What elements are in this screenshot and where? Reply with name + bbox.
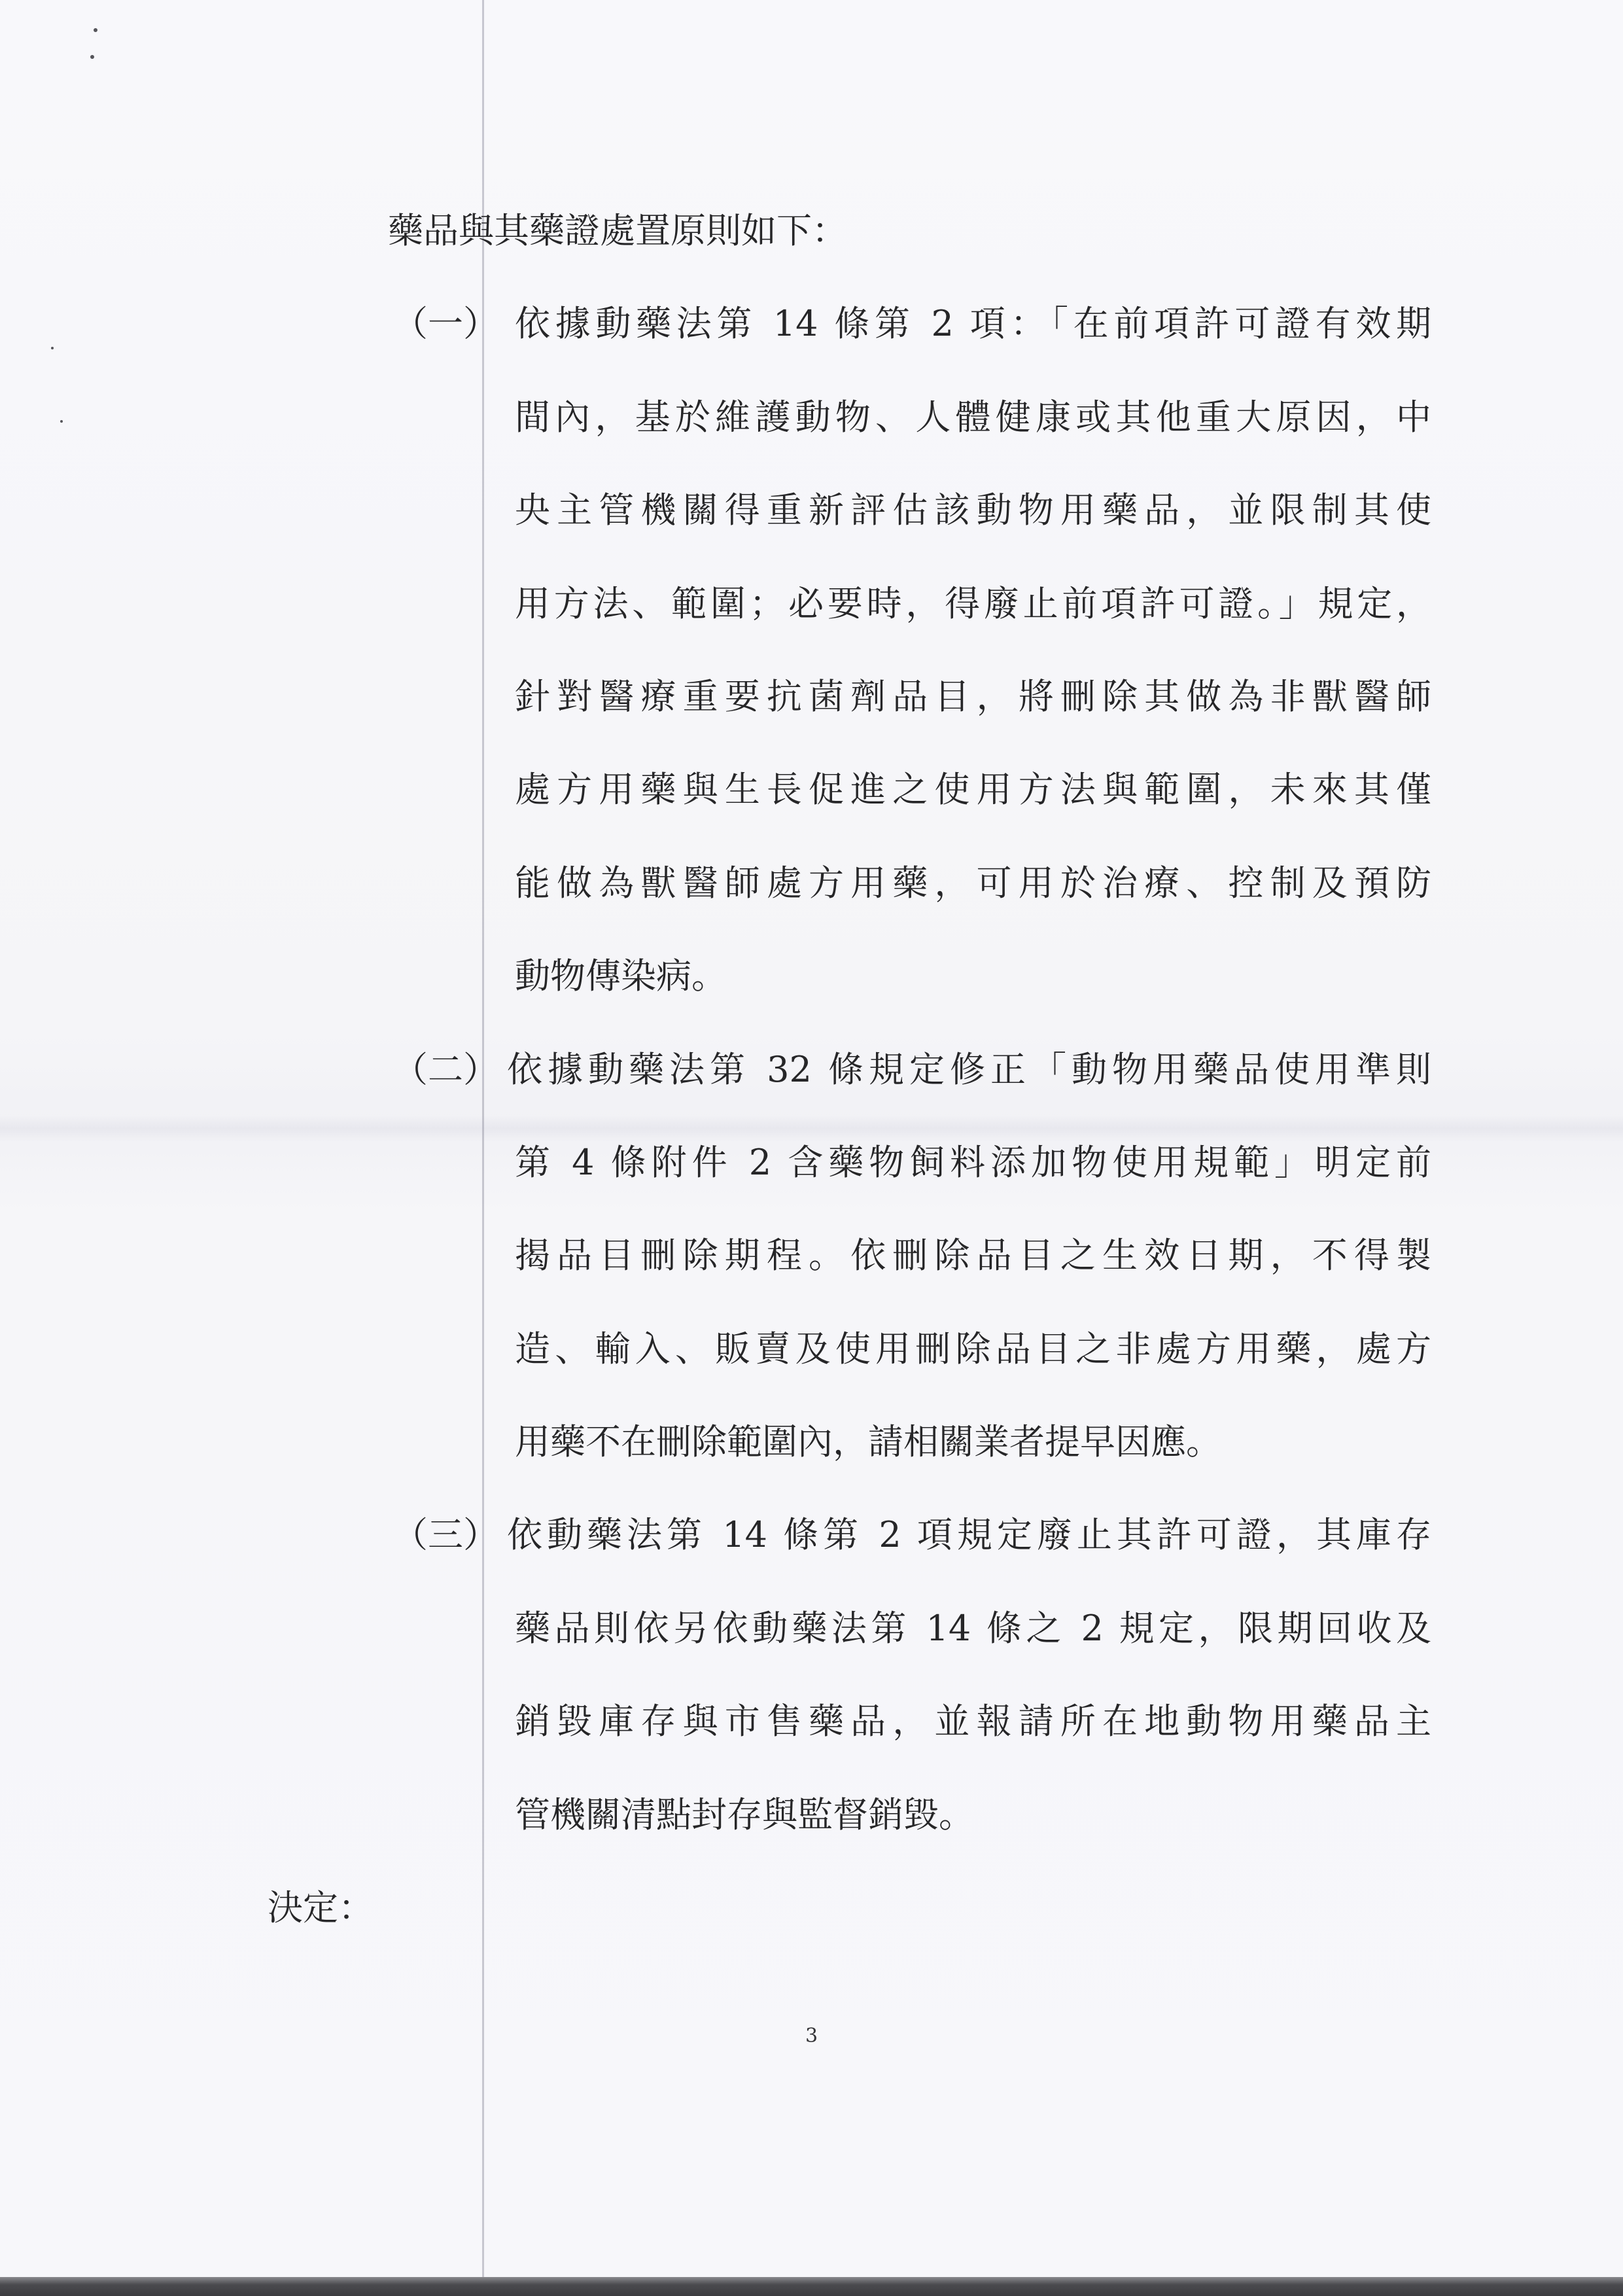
list-item-3 <box>0 1489 1623 1862</box>
scan-speck <box>90 55 94 59</box>
item-marker: （一） <box>393 303 498 345</box>
item-text <box>515 277 1431 1023</box>
text-line: 依據動藥法第 32 條規定修正「動物用藥品使用準則 <box>507 1048 1431 1090</box>
scan-bottom-edge <box>0 2277 1623 2296</box>
text-line: 間內，基於維護動物、人體健康或其他重大原因，中 <box>515 396 1431 438</box>
document-body <box>0 185 1623 1954</box>
text-line: 依據動藥法第 14 條第 2 項：「在前項許可證有效期 <box>515 303 1431 345</box>
text-line: 管機關清點封存與監督銷毀。 <box>515 1793 974 1835</box>
text-line: 用藥不在刪除範圍內，請相關業者提早因應。 <box>515 1421 1221 1463</box>
text-line: 揭品目刪除期程。依刪除品目之生效日期，不得製 <box>515 1235 1431 1277</box>
text-line: 動物傳染病。 <box>515 955 727 997</box>
text-line: 銷毀庫存與市售藥品，並報請所在地動物用藥品主 <box>515 1701 1431 1742</box>
scan-speck <box>94 28 97 32</box>
item-marker: （二） <box>393 1048 498 1090</box>
text-line: 央主管機關得重新評估該動物用藥品，並限制其使 <box>515 489 1431 531</box>
decision-heading: 決定： <box>268 1887 374 1929</box>
text-line: 能做為獸醫師處方用藥，可用於治療、控制及預防 <box>515 862 1431 904</box>
text-line: 用方法、範圍；必要時，得廢止前項許可證。」規定， <box>515 582 1431 624</box>
text-line: 處方用藥與生長促進之使用方法與範圍，未來其僅 <box>515 769 1431 811</box>
intro-line: 藥品與其藥證處置原則如下： <box>388 210 847 251</box>
list-item-2 <box>0 1023 1623 1489</box>
item-text <box>507 1489 1431 1862</box>
text-line: 依動藥法第 14 條第 2 項規定廢止其許可證，其庫存 <box>507 1514 1431 1556</box>
page-number: 3 <box>805 2024 818 2047</box>
text-line: 第 4 條附件 2 含藥物飼料添加物使用規範」明定前 <box>515 1141 1431 1183</box>
text-line: 造、輸入、販賣及使用刪除品目之非處方用藥，處方 <box>515 1328 1431 1369</box>
item-marker: （三） <box>393 1514 498 1556</box>
text-line: 藥品則依另依動藥法第 14 條之 2 規定，限期回收及 <box>515 1607 1431 1649</box>
list-item-1 <box>0 277 1623 1023</box>
item-text <box>507 1023 1431 1489</box>
text-line: 針對醫療重要抗菌劑品目，將刪除其做為非獸醫師 <box>515 675 1431 717</box>
